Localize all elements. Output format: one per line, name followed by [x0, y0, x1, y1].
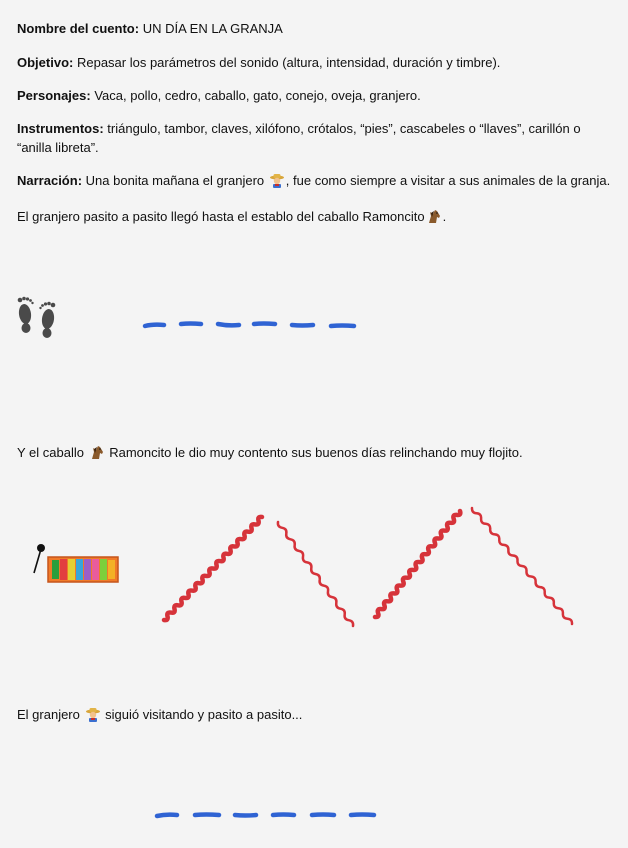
zigzag-rising-2 — [375, 511, 460, 617]
story-line-2: Y el caballo Ramoncito le dio muy contento sus buenos días relinchando muy flojito. — [17, 445, 523, 460]
farmer-icon — [85, 706, 101, 722]
instruments: Instrumentos: triángulo, tambor, claves, xilófono, crótalos, “pies”, cascabeles o “llaves”, carillón o “anilla libreta”. — [17, 121, 581, 155]
objective: Objetivo: Repasar los parámetros del sonido (altura, intensidad, duración y timbre). — [17, 55, 501, 70]
dash-mark — [157, 815, 177, 816]
dash-mark — [273, 815, 294, 816]
dash-mark — [312, 815, 334, 816]
story-title: Nombre del cuento: UN DÍA EN LA GRANJA — [17, 21, 283, 36]
dash-mark — [235, 815, 256, 816]
zigzag-rising-1 — [164, 517, 262, 620]
story-line-1: El granjero pasito a pasito llegó hasta el establo del caballo Ramoncito . — [17, 209, 447, 224]
zigzag-falling-1 — [278, 522, 353, 626]
narration: Narración: Una bonita mañana el granjero , fue como siempre a visitar a sus animales de la granja. — [17, 173, 611, 188]
dash-mark — [195, 815, 219, 816]
story-line-3: El granjero siguió visitando y pasito a pasito... — [17, 707, 303, 722]
characters: Personajes: Vaca, pollo, cedro, caballo, gato, conejo, oveja, granjero. — [17, 88, 421, 103]
dash-sequence-bottom — [152, 808, 382, 822]
dash-mark — [351, 815, 374, 816]
zigzag-falling-2 — [472, 508, 572, 624]
